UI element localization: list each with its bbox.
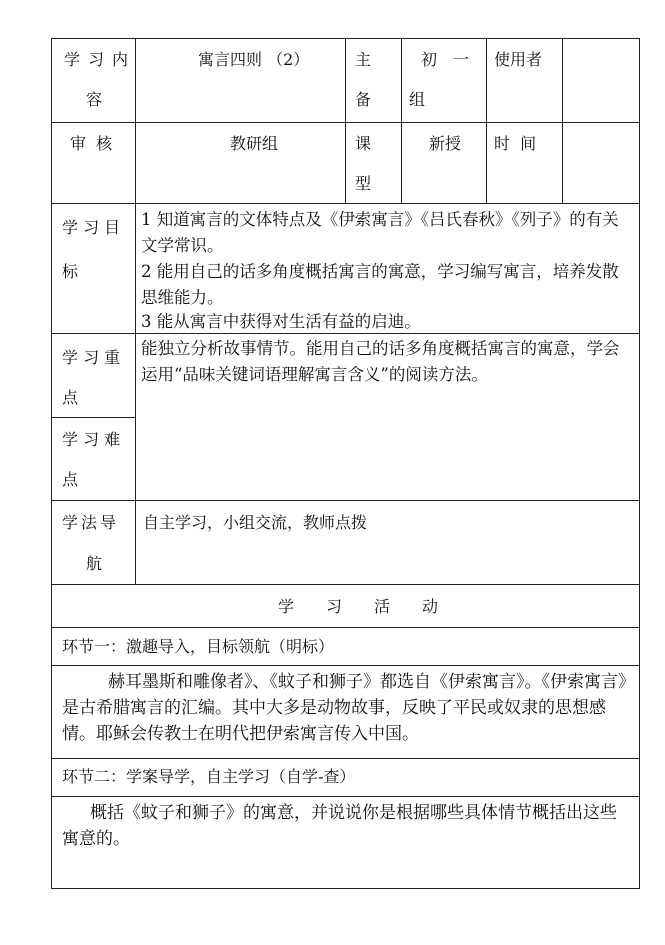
type-value: 新授 bbox=[429, 134, 462, 153]
row-divider bbox=[51, 417, 135, 418]
table-border-left bbox=[51, 38, 52, 889]
user-label: 使用者 bbox=[494, 50, 543, 69]
step1-content: 赫耳墨斯和雕像者》、《蚊子和狮子》都选自《伊索寓言》。《伊索寓言》是古希腊寓言的汇编。其中大多是动物故事，反映了平民或奴隶的思想感情。耶稣会传教士在明代把伊索寓言传入中国。 bbox=[62, 672, 635, 744]
row-divider bbox=[51, 584, 640, 585]
row-divider bbox=[51, 665, 640, 666]
goals-label-line2: 标 bbox=[62, 262, 79, 281]
row-divider bbox=[51, 758, 640, 759]
lead-value-line2: 组 bbox=[409, 90, 426, 109]
activities-title: 学 习 活 动 bbox=[278, 597, 439, 616]
column-divider bbox=[486, 38, 487, 203]
goal-item-3: 3 能从寓言中获得对生活有益的启迪。 bbox=[141, 312, 421, 331]
lesson-title: 寓言四则 （2） bbox=[198, 50, 310, 69]
step1-title: 环节一：激趣导入，目标领航（明标） bbox=[62, 637, 335, 656]
table-border-bottom bbox=[51, 888, 640, 889]
column-divider bbox=[135, 38, 136, 584]
lead-label-line2: 备 bbox=[355, 90, 372, 109]
content-label-line1: 学习内 bbox=[64, 50, 137, 69]
step2-title: 环节二：学案导学，自主学习（自学-查） bbox=[62, 767, 356, 786]
row-divider bbox=[51, 796, 640, 797]
type-label-line2: 型 bbox=[355, 174, 372, 193]
method-label-line2: 航 bbox=[86, 554, 103, 573]
table-border-right bbox=[639, 38, 640, 889]
method-content: 自主学习，小组交流，教师点拨 bbox=[143, 513, 368, 532]
time-label: 时 间 bbox=[494, 134, 537, 153]
difficulty-label-line2: 点 bbox=[62, 470, 79, 489]
review-label: 审 核 bbox=[70, 134, 113, 153]
method-label-line1: 学法导 bbox=[62, 513, 120, 532]
step2-content: 概括《蚊子和狮子》的寓意，并说说你是根据哪些具体情节概括出这些寓意的。 bbox=[62, 803, 617, 849]
column-divider bbox=[401, 38, 402, 203]
review-value: 教研组 bbox=[230, 134, 279, 153]
focus-content: 能独立分析故事情节。能用自己的话多角度概括寓言的寓意，学会运用“品味关键词语理解寓言含义”的阅读方法。 bbox=[141, 339, 620, 384]
focus-label-line1: 学 习 重 bbox=[62, 348, 121, 367]
focus-label-line2: 点 bbox=[62, 388, 79, 407]
column-divider bbox=[345, 38, 346, 203]
row-divider bbox=[51, 627, 640, 628]
difficulty-label-line1: 学 习 难 bbox=[62, 430, 121, 449]
row-divider bbox=[51, 500, 640, 501]
goal-item-2: 2 能用自己的话多角度概括寓言的寓意，学习编写寓言，培养发散思维能力。 bbox=[141, 262, 619, 307]
goals-label-line1: 学 习 目 bbox=[62, 218, 121, 237]
row-divider bbox=[51, 203, 640, 204]
column-divider bbox=[562, 38, 563, 203]
lead-label-line1: 主 bbox=[355, 50, 372, 69]
goal-item-1: 1 知道寓言的文体特点及《伊索寓言》《吕氏春秋》《列子》的有关文学常识。 bbox=[141, 210, 619, 255]
type-label-line1: 课 bbox=[355, 134, 372, 153]
content-label-line2: 容 bbox=[86, 90, 103, 109]
lead-value-line1: 初 一 bbox=[421, 50, 470, 69]
